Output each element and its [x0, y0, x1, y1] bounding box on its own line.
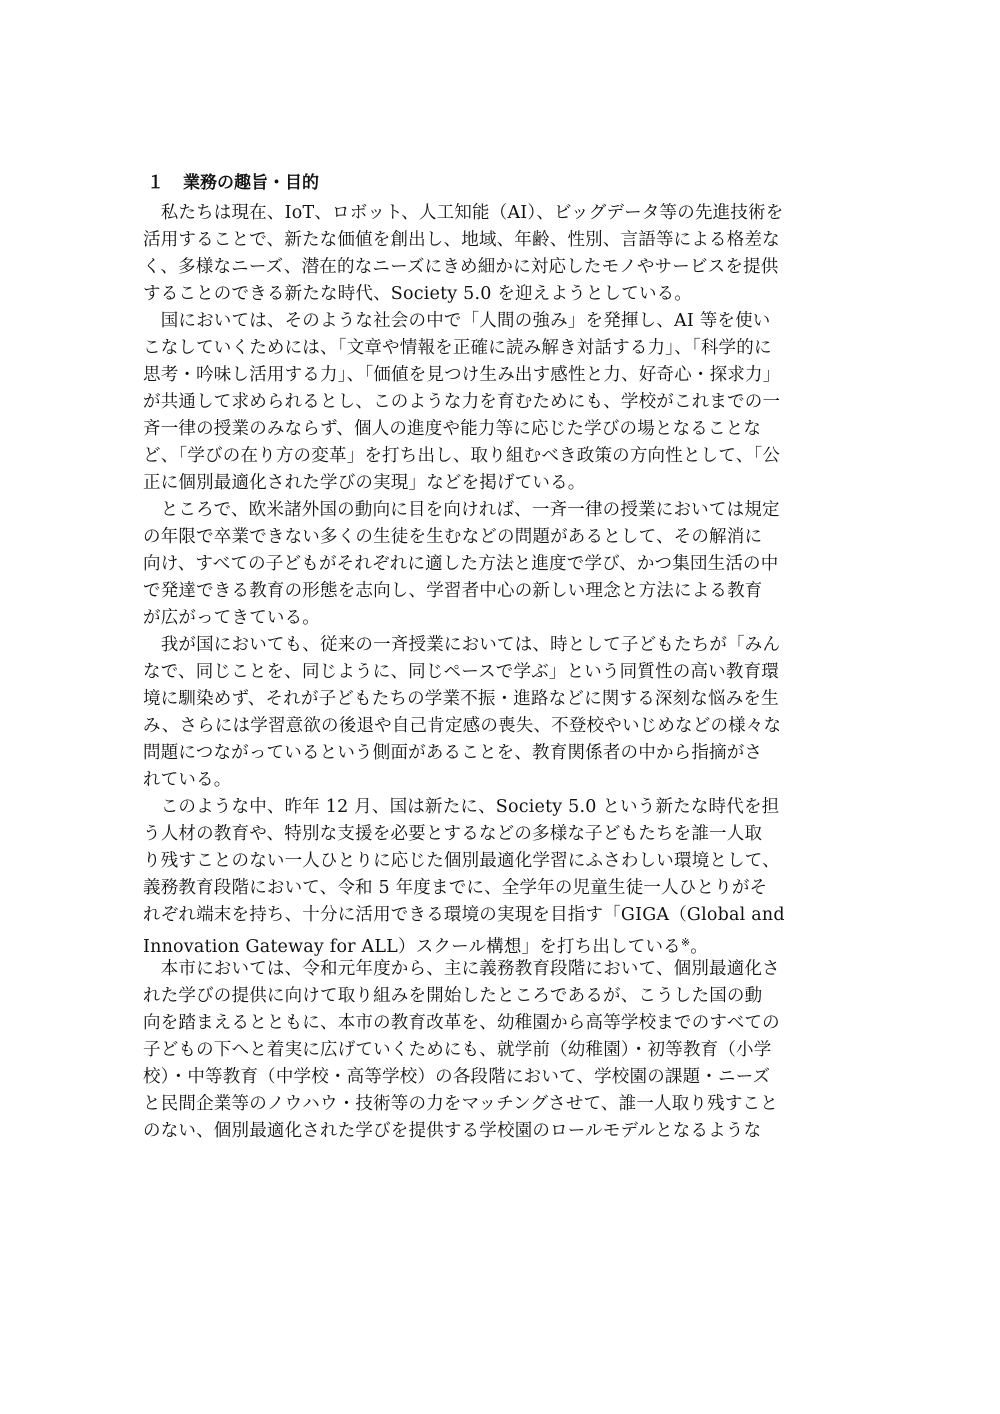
paragraph [143, 308, 883, 497]
text-line: と民間企業等のノウハウ・技術等の力をマッチングさせて、誰一人取り残すこと [143, 1094, 778, 1114]
text-line: れぞれ端末を持ち、十分に活用できる環境の実現を目指す「GIGA（Global and [143, 905, 785, 925]
paragraph [143, 794, 883, 956]
document-page [143, 172, 883, 1145]
body-text [143, 200, 883, 1145]
text-line: う人材の教育や、特別な支援を必要とするなどの多様な子どもたちを誰一人取 [143, 824, 763, 844]
text-line: 本市においては、令和元年度から、主に義務教育段階において、個別最適化さ [143, 959, 780, 979]
text-line: で発達できる教育の形態を志向し、学習者中心の新しい理念と方法による教育 [143, 581, 763, 601]
text-line: の年限で卒業できない多くの生徒を生むなどの問題があるとして、その解消に [143, 527, 763, 547]
text-line: く、多様なニーズ、潜在的なニーズにきめ細かに対応したモノやサービスを提供 [143, 257, 779, 277]
paragraph [143, 200, 883, 308]
text-line: 子どもの下へと着実に広げていくためにも、就学前（幼稚園）・初等教育（小学 [143, 1040, 772, 1060]
text-line: 正に個別最適化された学びの実現」などを掲げている。 [143, 473, 586, 493]
text-line: 境に馴染めず、それが子どもたちの学業不振・進路などに関する深刻な悩みを生 [143, 689, 779, 709]
footnote-mark: ※ [680, 936, 691, 949]
text-line: 義務教育段階において、令和 5 年度までに、全学年の児童生徒一人ひとりがそ [143, 878, 768, 898]
paragraph [143, 497, 883, 632]
paragraph [143, 632, 883, 794]
text-line: 活用することで、新たな価値を創出し、地域、年齢、性別、言語等による格差な [143, 230, 780, 250]
text-line: 私たちは現在、IoT、ロボット、人工知能（AI）、ビッグデータ等の先進技術を [143, 203, 784, 223]
text-line-main: Innovation Gateway for ALL）スクール構想」を打ち出している [143, 937, 681, 957]
text-line: することのできる新たな時代、Society 5.0 を迎えようとしている。 [143, 284, 693, 304]
text-line: み、さらには学習意欲の後退や自己肯定感の喪失、不登校やいじめなどの様々な [143, 716, 782, 736]
section-title: 業務の趣旨・目的 [183, 173, 319, 193]
paragraph [143, 956, 883, 1145]
text-line: 国においては、そのような社会の中で「人間の強み」を発揮し、AI 等を使い [143, 311, 771, 331]
text-line: 問題につながっているという側面があることを、教育関係者の中から指摘がさ [143, 743, 763, 763]
text-line: 我が国においても、従来の一斉授業においては、時として子どもたちが「みん [143, 635, 781, 655]
text-line: 校）・中等教育（中学校・高等学校）の各段階において、学校園の課題・ニーズ [143, 1067, 771, 1087]
text-line: ところで、欧米諸外国の動向に目を向ければ、一斉一律の授業においては規定 [143, 500, 780, 520]
text-line: り残すことのない一人ひとりに応じた個別最適化学習にふさわしい環境として、 [143, 851, 780, 871]
text-line: れた学びの提供に向けて取り組みを開始したところであるが、こうした国の動 [143, 986, 763, 1006]
section-heading [147, 172, 883, 194]
text-line: が広がってきている。 [143, 608, 320, 628]
text-line [143, 929, 883, 956]
text-line: 斉一律の授業のみならず、個人の進度や能力等に応じた学びの場となることな [143, 419, 762, 439]
text-line: が共通して求められるとし、このような力を育むためにも、学校がこれまでの一 [143, 392, 781, 412]
text-line: こなしていくためには、「文章や情報を正確に読み解き対話する力」、「科学的に [143, 338, 772, 358]
text-line: 向を踏まえるとともに、本市の教育改革を、幼稚園から高等学校までのすべての [143, 1013, 780, 1033]
sentence-end: 。 [690, 937, 708, 957]
text-line: 思考・吟味し活用する力」、「価値を見つけ生み出す感性と力、好奇心・探求力」 [143, 365, 781, 385]
text-line: のない、個別最適化された学びを提供する学校園のロールモデルとなるような [143, 1121, 762, 1141]
text-line: ど、「学びの在り方の変革」を打ち出し、取り組むべき政策の方向性として、「公 [143, 446, 781, 466]
text-line: れている。 [143, 770, 232, 790]
text-line: 向け、すべての子どもがそれぞれに適した方法と進度で学び、かつ集団生活の中 [143, 554, 779, 574]
text-line: このような中、昨年 12 月、国は新たに、Society 5.0 という新たな時代を担 [143, 797, 780, 817]
section-number: １ [147, 173, 164, 193]
text-line: なで、同じことを、同じように、同じペースで学ぶ」という同質性の高い教育環 [143, 662, 779, 682]
